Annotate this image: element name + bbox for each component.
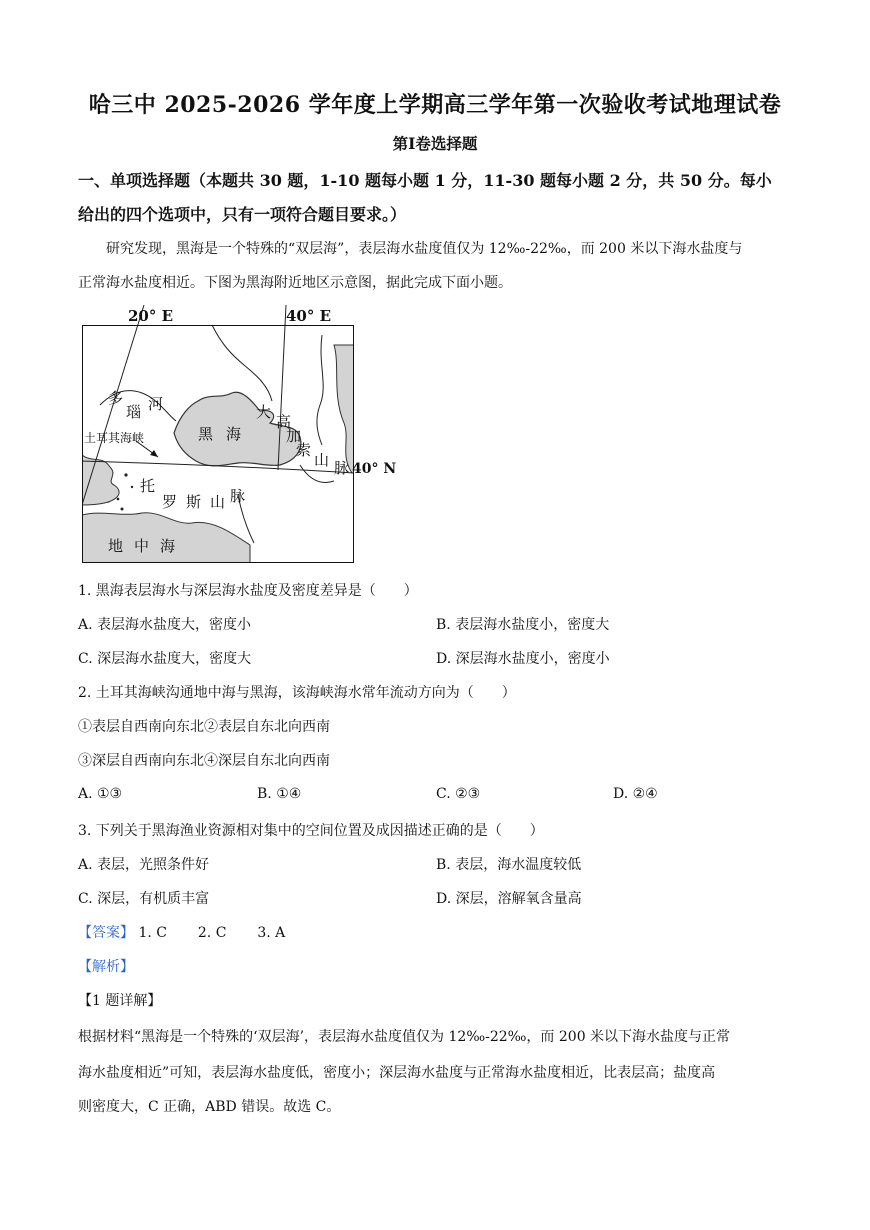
q1-option-d: D. 深层海水盐度小，密度小 <box>436 651 610 667</box>
material-line2: 正常海水盐度相近。下图为黑海附近地区示意图，据此完成下面小题。 <box>78 275 512 291</box>
q2-option-c: C. ②③ <box>436 786 481 802</box>
strait-label: 土耳其海峡 <box>84 431 145 445</box>
section-heading-line2: 给出的四个选项中，只有一项符合题目要求。） <box>78 205 407 224</box>
black-sea-map <box>82 305 397 563</box>
caucasus-label-1: 大 <box>256 403 272 421</box>
answer-label: 【答案】 <box>78 925 134 941</box>
caucasus-label-4: 索 <box>296 441 312 459</box>
material-line1: 研究发现，黑海是一个特殊的“双层海”，表层海水盐度值仅为 12‰-22‰，而 200 米以下海水盐度与 <box>106 241 743 257</box>
answer-1: 1. C <box>138 925 167 941</box>
q2-statement-line2: ③深层自西南向东北④深层自东北向西南 <box>78 753 330 769</box>
caucasus-label-3: 加 <box>286 427 302 445</box>
answer-row <box>78 922 285 942</box>
lat-40n-label: 40° N <box>352 461 397 477</box>
q2-statement-line1: ①表层自西南向东北②表层自东北向西南 <box>78 719 330 735</box>
analysis-detail-label: 【1 题详解】 <box>78 993 162 1009</box>
exam-title: 哈三中 2025-2026 学年度上学期高三学年第一次验收考试地理试卷 <box>88 92 782 118</box>
q1-option-b: B. 表层海水盐度小，密度大 <box>436 617 610 633</box>
answer-2: 2. C <box>197 925 227 941</box>
taurus-label-4: 山 <box>210 493 226 511</box>
black-sea-label-2: 海 <box>226 425 242 443</box>
q1-option-a: A. 表层海水盐度大，密度小 <box>78 617 252 633</box>
danube-label-2: 瑙 <box>126 403 142 421</box>
section-subtitle: 第Ⅰ卷选择题 <box>392 134 478 153</box>
analysis-line2: 海水盐度相近”可知，表层海水盐度低，密度小；深层海水盐度与正常海水盐度相近，比表层高；盐度高 <box>78 1065 716 1081</box>
caspian-sea <box>334 345 354 473</box>
q3-option-d: D. 深层，溶解氧含量高 <box>436 891 582 907</box>
med-label-3: 海 <box>160 537 176 555</box>
question-2-stem: 2. 土耳其海峡沟通地中海与黑海，该海峡海水常年流动方向为（ ） <box>78 685 516 701</box>
answer-3: 3. A <box>257 925 286 941</box>
section-heading-line1: 一、单项选择题（本题共 30 题，1-10 题每小题 1 分，11-30 题每小题 2 分，共 50 分。每小 <box>78 171 772 190</box>
lon-20e-label: 20° E <box>128 307 174 325</box>
taurus-label-2: 罗 <box>162 493 178 511</box>
question-3-stem: 3. 下列关于黑海渔业资源相对集中的空间位置及成因描述正确的是（ ） <box>78 823 544 839</box>
q1-option-c: C. 深层海水盐度大，密度大 <box>78 651 252 667</box>
q2-option-d: D. ②④ <box>613 786 658 802</box>
q3-option-b: B. 表层，海水温度较低 <box>436 857 582 873</box>
question-1-stem: 1. 黑海表层海水与深层海水盐度及密度差异是（ ） <box>78 583 418 599</box>
analysis-line3: 则密度大，C 正确，ABD 错误。故选 C。 <box>78 1099 341 1115</box>
black-sea-label-1: 黑 <box>198 425 214 443</box>
taurus-label-1: 托 <box>140 477 156 495</box>
med-label-2: 中 <box>134 537 150 555</box>
q3-option-a: A. 表层，光照条件好 <box>78 857 210 873</box>
taurus-label-3: 斯 <box>186 493 202 511</box>
q2-option-b: B. ①④ <box>257 786 302 802</box>
q3-option-c: C. 深层，有机质丰富 <box>78 891 210 907</box>
caucasus-label-6: 脉 <box>334 459 350 477</box>
caucasus-label-5: 山 <box>314 451 330 469</box>
caucasus-label-2: 高 <box>276 413 292 431</box>
danube-label-3: 河 <box>148 395 164 413</box>
q2-option-a: A. ①③ <box>78 786 123 802</box>
danube-label-1: 多 <box>108 389 124 407</box>
analysis-label: 【解析】 <box>78 959 134 975</box>
med-label-1: 地 <box>108 537 124 555</box>
lon-40e-label: 40° E <box>286 307 332 325</box>
analysis-line1: 根据材料“黑海是一个特殊的‘双层海’，表层海水盐度值仅为 12‰-22‰，而 200 米以下海水盐度与正常 <box>78 1029 731 1045</box>
taurus-label-5: 脉 <box>230 487 246 505</box>
